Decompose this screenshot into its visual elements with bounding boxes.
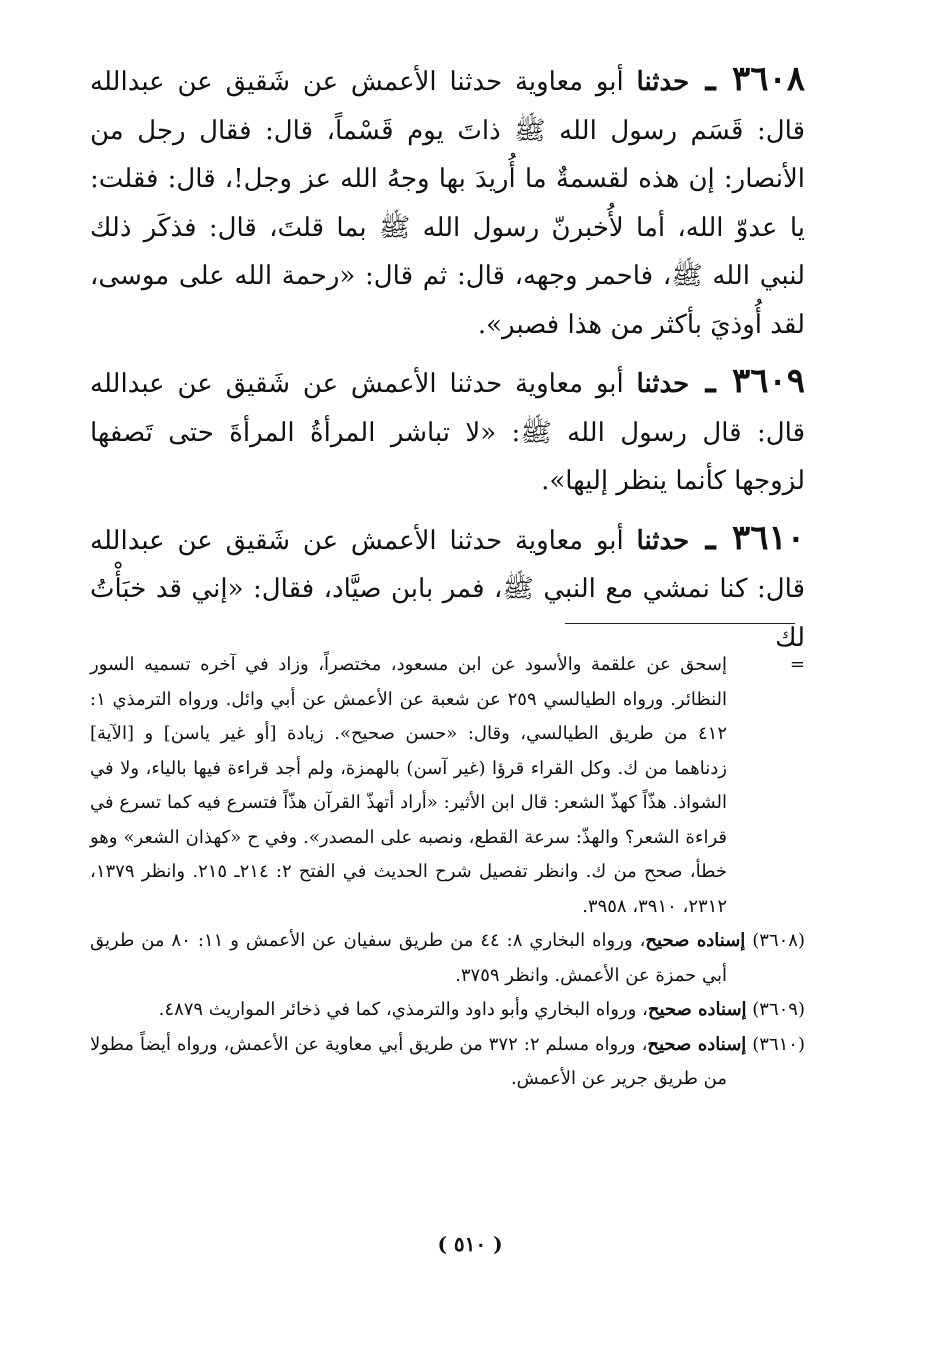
footnote-text: ، ورواه البخاري وأبو داود والترمذي، كما في ذخائر المواريث ٤٨٧٩. xyxy=(158,999,648,1020)
footnote-label: (٣٦٠٨) xyxy=(745,930,805,951)
footnote-text: ، ورواه مسلم ٢: ٣٧٢ من طريق أبي معاوية عن الأعمش، ورواه أيضاً مطولا من طريق جرير عن الأعمش. xyxy=(90,1033,727,1089)
footnote-grade: إسناده صحيح xyxy=(647,999,747,1020)
hadith-dash: ـ xyxy=(689,361,732,401)
haddathana-label: حدثنا xyxy=(636,67,690,97)
footnote-divider xyxy=(565,623,795,624)
footnote-3609 xyxy=(90,993,805,1028)
continuation-text: إسحق عن علقمة والأسود عن ابن مسعود، مختصراً، وزاد في آخره تسميه السور النظائر. ورواه الطيالسي ٢٥٩ عن شعبة عن الأعمش عن أبي وائل. ورواه الترمذي ١: ٤١٢ من طريق الطيالسي، وقال: «حسن صحيح». زيادة [أو غير ياسن] و [الآية] زدناهما من ك. وكل القراء قرؤا (غير آسن) بالهمزة، ولم أجد قراءة فيها بالياء، ولا في الشواذ. هذّاً كهذّ الشعر: قال ابن الأثير: «أراد أتهذّ القرآن هذّاً فتسرع فيه كما تسرع في قراءة الشعر؟ والهذّ: سرعة القطع، ونصبه على المصدر». وفي ح «كهذان الشعر» وهو خطأ، صحح من ك. وانظر تفصيل شرح الحديث في الفتح ٢: ٢١٤ـ ٢١٥. وانظر ١٣٧٩، ٢٣١٢، ٣٩١٠، ٣٩٥٨. xyxy=(90,654,728,917)
hadith-matn: قال: قال رسول الله ﷺ: «لا تباشر المرأةُ المرأةَ حتى تَصفها لزوجها كأنما ينظر إليها». xyxy=(90,417,805,496)
hadith-matn: قال: كنا نمشي مع النبي ﷺ، فمر بابن صيَّاد، فقال: «إني قد خبَأْتُ لك xyxy=(90,574,805,653)
hadith-dash: ـ xyxy=(689,59,732,99)
hadith-isnad: أبو معاوية حدثنا الأعمش عن شَقيق عن عبدالله xyxy=(90,525,637,556)
footnote-grade: إسناده صحيح xyxy=(645,930,746,951)
footnote-label: (٣٦٠٩) xyxy=(746,999,805,1020)
footnote-3610 xyxy=(90,1028,805,1097)
haddathana-label: حدثنا xyxy=(636,369,690,399)
hadith-3609 xyxy=(90,357,805,506)
hadith-dash: ـ xyxy=(689,517,732,558)
hadith-number: ٣٦١٠ xyxy=(731,517,805,558)
footnote-grade: إسناده صحيح xyxy=(647,1033,747,1055)
hadith-3610 xyxy=(90,514,805,663)
footnote-text: ، ورواه البخاري ٨: ٤٤ من طريق سفيان عن الأعمش و ١١: ٨٠ من طريق أبي حمزة عن الأعمش. وانظر ٣٧٥٩. xyxy=(90,930,727,986)
footnote-continuation xyxy=(90,648,805,924)
footnotes-block xyxy=(90,648,805,1097)
haddathana-label: حدثنا xyxy=(636,525,690,556)
footnote-label: (٣٦١٠) xyxy=(746,1033,805,1055)
hadith-3608 xyxy=(90,55,805,349)
hadith-number: ٣٦٠٨ xyxy=(731,59,805,99)
continuation-marker: = xyxy=(789,654,805,675)
page-number: ( ٥١٠ ) xyxy=(437,1232,503,1256)
footnote-3608 xyxy=(90,924,805,993)
hadith-text-block xyxy=(90,55,805,670)
hadith-number: ٣٦٠٩ xyxy=(731,361,805,401)
hadith-matn: قال: قَسَم رسول الله ﷺ ذاتَ يوم قَسْماً، قال: فقال رجل من الأنصار: إن هذه لقسمةٌ ما أُريدَ بها وجهُ الله عز وجل!، قال: فقلت: يا عدوّ الله، أما لأُخبرنّ رسول الله ﷺ بما قلتَ، قال: فذكَر ذلك لنبي الله ﷺ، فاحمر وجهه، قال: ثم قال: «رحمة الله على موسى، لقد أُوذيَ بأكثر من هذا فصبر». xyxy=(90,115,805,340)
hadith-isnad: أبو معاوية حدثنا الأعمش عن شَقيق عن عبدالله xyxy=(90,369,637,399)
hadith-isnad: أبو معاوية حدثنا الأعمش عن شَقيق عن عبدالله xyxy=(90,67,637,97)
